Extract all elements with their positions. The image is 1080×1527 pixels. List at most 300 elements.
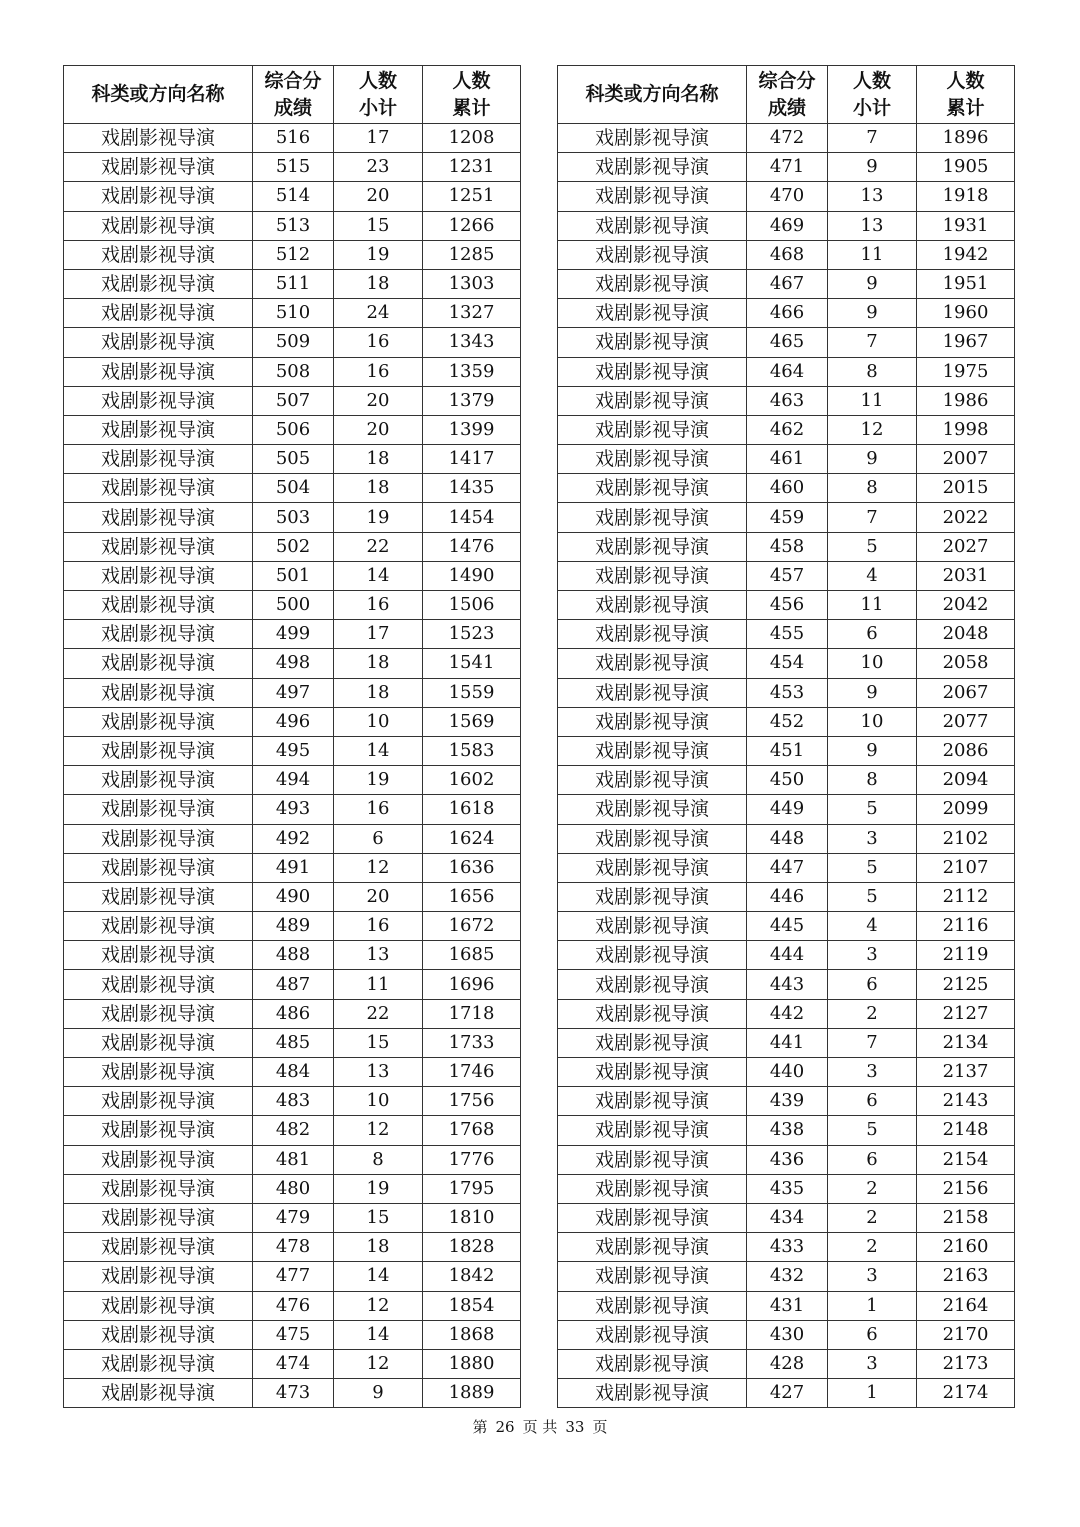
table-row xyxy=(558,1028,1015,1057)
cell-count: 6 xyxy=(334,824,423,853)
table-row xyxy=(558,299,1015,328)
cell-score: 465 xyxy=(747,328,828,357)
cell-category: 戏剧影视导演 xyxy=(558,941,747,970)
table-row xyxy=(64,882,521,911)
cell-category: 戏剧影视导演 xyxy=(64,736,253,765)
cell-category: 戏剧影视导演 xyxy=(64,532,253,561)
cell-cumulative: 2143 xyxy=(917,1087,1015,1116)
cell-score: 457 xyxy=(747,561,828,590)
cell-category: 戏剧影视导演 xyxy=(64,182,253,211)
cell-score: 442 xyxy=(747,999,828,1028)
cell-count: 2 xyxy=(828,1233,917,1262)
table-row xyxy=(64,240,521,269)
score-table-left xyxy=(63,65,521,1408)
cell-category: 戏剧影视导演 xyxy=(558,882,747,911)
cell-score: 479 xyxy=(253,1203,334,1232)
table-row xyxy=(64,824,521,853)
table-row xyxy=(64,795,521,824)
table-row xyxy=(64,853,521,882)
header-row xyxy=(64,66,521,124)
cell-count: 20 xyxy=(334,386,423,415)
cell-cumulative: 1756 xyxy=(423,1087,521,1116)
cell-score: 491 xyxy=(253,853,334,882)
footer-suffix: 页 xyxy=(592,1418,608,1436)
cell-category: 戏剧影视导演 xyxy=(558,1233,747,1262)
cell-cumulative: 1718 xyxy=(423,999,521,1028)
cell-cumulative: 2163 xyxy=(917,1262,1015,1291)
table-row xyxy=(64,269,521,298)
cell-count: 12 xyxy=(334,1349,423,1378)
table-row xyxy=(558,415,1015,444)
cell-count: 16 xyxy=(334,591,423,620)
cell-category: 戏剧影视导演 xyxy=(558,474,747,503)
cell-category: 戏剧影视导演 xyxy=(558,211,747,240)
cell-score: 487 xyxy=(253,970,334,999)
cell-count: 14 xyxy=(334,1320,423,1349)
cell-cumulative: 1602 xyxy=(423,766,521,795)
cell-score: 451 xyxy=(747,736,828,765)
cell-cumulative: 1454 xyxy=(423,503,521,532)
table-row xyxy=(64,445,521,474)
cell-score: 427 xyxy=(747,1379,828,1408)
footer-page-number: 26 xyxy=(495,1418,515,1436)
table-row xyxy=(558,1145,1015,1174)
cell-count: 5 xyxy=(828,853,917,882)
cell-cumulative: 1624 xyxy=(423,824,521,853)
table-row xyxy=(558,503,1015,532)
cell-category: 戏剧影视导演 xyxy=(558,1145,747,1174)
cell-cumulative: 2137 xyxy=(917,1058,1015,1087)
cell-category: 戏剧影视导演 xyxy=(64,649,253,678)
table-body-left xyxy=(64,124,521,1408)
cell-cumulative: 2134 xyxy=(917,1028,1015,1057)
cell-category: 戏剧影视导演 xyxy=(558,357,747,386)
cell-score: 480 xyxy=(253,1174,334,1203)
cell-cumulative: 1810 xyxy=(423,1203,521,1232)
cell-count: 20 xyxy=(334,182,423,211)
cell-count: 13 xyxy=(828,211,917,240)
table-row xyxy=(558,328,1015,357)
table-row xyxy=(558,357,1015,386)
cell-category: 戏剧影视导演 xyxy=(64,678,253,707)
cell-category: 戏剧影视导演 xyxy=(64,824,253,853)
cell-score: 490 xyxy=(253,882,334,911)
cell-count: 1 xyxy=(828,1379,917,1408)
cell-cumulative: 2094 xyxy=(917,766,1015,795)
cell-category: 戏剧影视导演 xyxy=(64,620,253,649)
cell-category: 戏剧影视导演 xyxy=(558,299,747,328)
cell-count: 23 xyxy=(334,153,423,182)
cell-cumulative: 1435 xyxy=(423,474,521,503)
table-row xyxy=(558,269,1015,298)
cell-cumulative: 1868 xyxy=(423,1320,521,1349)
cell-score: 492 xyxy=(253,824,334,853)
cell-score: 444 xyxy=(747,941,828,970)
cell-count: 10 xyxy=(828,707,917,736)
table-row xyxy=(558,153,1015,182)
table-row xyxy=(558,1087,1015,1116)
cell-cumulative: 2158 xyxy=(917,1203,1015,1232)
cell-cumulative: 2099 xyxy=(917,795,1015,824)
cell-cumulative: 1733 xyxy=(423,1028,521,1057)
cell-count: 16 xyxy=(334,795,423,824)
cell-score: 498 xyxy=(253,649,334,678)
table-row xyxy=(64,970,521,999)
cell-count: 12 xyxy=(334,853,423,882)
cell-cumulative: 1569 xyxy=(423,707,521,736)
cell-score: 495 xyxy=(253,736,334,765)
cell-score: 514 xyxy=(253,182,334,211)
cell-score: 464 xyxy=(747,357,828,386)
table-row xyxy=(558,824,1015,853)
cell-score: 512 xyxy=(253,240,334,269)
table-row xyxy=(558,1233,1015,1262)
table-row xyxy=(64,999,521,1028)
cell-cumulative: 2058 xyxy=(917,649,1015,678)
cell-score: 460 xyxy=(747,474,828,503)
cell-category: 戏剧影视导演 xyxy=(558,824,747,853)
table-row xyxy=(64,678,521,707)
cell-category: 戏剧影视导演 xyxy=(558,415,747,444)
cell-cumulative: 1776 xyxy=(423,1145,521,1174)
cell-score: 511 xyxy=(253,269,334,298)
cell-count: 3 xyxy=(828,1349,917,1378)
cell-cumulative: 2173 xyxy=(917,1349,1015,1378)
cell-score: 496 xyxy=(253,707,334,736)
cell-category: 戏剧影视导演 xyxy=(64,1087,253,1116)
cell-count: 10 xyxy=(334,1087,423,1116)
cell-category: 戏剧影视导演 xyxy=(64,999,253,1028)
cell-count: 20 xyxy=(334,415,423,444)
table-row xyxy=(558,1320,1015,1349)
cell-count: 6 xyxy=(828,1087,917,1116)
cell-count: 7 xyxy=(828,124,917,153)
cell-count: 9 xyxy=(334,1379,423,1408)
cell-count: 13 xyxy=(334,941,423,970)
cell-category: 戏剧影视导演 xyxy=(558,1087,747,1116)
cell-count: 19 xyxy=(334,503,423,532)
header-row xyxy=(558,66,1015,124)
cell-category: 戏剧影视导演 xyxy=(64,503,253,532)
cell-count: 8 xyxy=(828,357,917,386)
cell-category: 戏剧影视导演 xyxy=(64,766,253,795)
cell-category: 戏剧影视导演 xyxy=(64,1233,253,1262)
cell-count: 3 xyxy=(828,941,917,970)
header-count: 人数 小计 xyxy=(828,66,917,124)
cell-cumulative: 2027 xyxy=(917,532,1015,561)
table-row xyxy=(64,182,521,211)
cell-category: 戏剧影视导演 xyxy=(558,912,747,941)
cell-count: 16 xyxy=(334,328,423,357)
cell-category: 戏剧影视导演 xyxy=(558,503,747,532)
cell-cumulative: 2164 xyxy=(917,1291,1015,1320)
cell-category: 戏剧影视导演 xyxy=(64,240,253,269)
cell-cumulative: 1559 xyxy=(423,678,521,707)
cell-category: 戏剧影视导演 xyxy=(558,153,747,182)
cell-category: 戏剧影视导演 xyxy=(64,357,253,386)
table-row xyxy=(558,211,1015,240)
cell-category: 戏剧影视导演 xyxy=(64,912,253,941)
cell-cumulative: 2127 xyxy=(917,999,1015,1028)
cell-category: 戏剧影视导演 xyxy=(64,795,253,824)
cell-score: 474 xyxy=(253,1349,334,1378)
cell-count: 6 xyxy=(828,1320,917,1349)
cell-score: 475 xyxy=(253,1320,334,1349)
cell-count: 19 xyxy=(334,766,423,795)
cell-count: 12 xyxy=(334,1116,423,1145)
table-row xyxy=(64,386,521,415)
cell-score: 513 xyxy=(253,211,334,240)
cell-score: 435 xyxy=(747,1174,828,1203)
cell-cumulative: 1696 xyxy=(423,970,521,999)
table-row xyxy=(64,328,521,357)
cell-cumulative: 2148 xyxy=(917,1116,1015,1145)
table-row xyxy=(64,1145,521,1174)
cell-category: 戏剧影视导演 xyxy=(558,1291,747,1320)
cell-category: 戏剧影视导演 xyxy=(64,153,253,182)
cell-count: 5 xyxy=(828,795,917,824)
cell-score: 506 xyxy=(253,415,334,444)
cell-score: 485 xyxy=(253,1028,334,1057)
cell-count: 9 xyxy=(828,269,917,298)
table-row xyxy=(558,736,1015,765)
cell-count: 9 xyxy=(828,445,917,474)
table-row xyxy=(558,1116,1015,1145)
table-row xyxy=(64,620,521,649)
footer-mid: 页 共 xyxy=(522,1418,558,1436)
table-row xyxy=(64,649,521,678)
cell-cumulative: 2067 xyxy=(917,678,1015,707)
cell-score: 470 xyxy=(747,182,828,211)
cell-score: 431 xyxy=(747,1291,828,1320)
cell-cumulative: 1359 xyxy=(423,357,521,386)
cell-count: 5 xyxy=(828,532,917,561)
cell-score: 510 xyxy=(253,299,334,328)
cell-cumulative: 2174 xyxy=(917,1379,1015,1408)
table-row xyxy=(558,1349,1015,1378)
cell-score: 463 xyxy=(747,386,828,415)
table-row xyxy=(64,1262,521,1291)
cell-count: 9 xyxy=(828,678,917,707)
cell-score: 462 xyxy=(747,415,828,444)
cell-score: 458 xyxy=(747,532,828,561)
header-score: 综合分 成绩 xyxy=(253,66,334,124)
cell-count: 7 xyxy=(828,328,917,357)
table-row xyxy=(64,124,521,153)
cell-cumulative: 1303 xyxy=(423,269,521,298)
cell-count: 17 xyxy=(334,124,423,153)
cell-cumulative: 1880 xyxy=(423,1349,521,1378)
cell-score: 455 xyxy=(747,620,828,649)
cell-score: 473 xyxy=(253,1379,334,1408)
cell-category: 戏剧影视导演 xyxy=(64,1058,253,1087)
page-footer xyxy=(0,1416,1080,1437)
cell-cumulative: 1975 xyxy=(917,357,1015,386)
table-row xyxy=(64,503,521,532)
cell-category: 戏剧影视导演 xyxy=(64,561,253,590)
cell-cumulative: 1986 xyxy=(917,386,1015,415)
cell-category: 戏剧影视导演 xyxy=(64,1291,253,1320)
cell-cumulative: 1889 xyxy=(423,1379,521,1408)
table-row xyxy=(64,357,521,386)
cell-cumulative: 2022 xyxy=(917,503,1015,532)
cell-count: 24 xyxy=(334,299,423,328)
cell-cumulative: 1768 xyxy=(423,1116,521,1145)
cell-category: 戏剧影视导演 xyxy=(64,269,253,298)
cell-category: 戏剧影视导演 xyxy=(558,1320,747,1349)
cell-cumulative: 1672 xyxy=(423,912,521,941)
cell-count: 5 xyxy=(828,882,917,911)
cell-category: 戏剧影视导演 xyxy=(558,1349,747,1378)
table-row xyxy=(64,299,521,328)
cell-count: 17 xyxy=(334,620,423,649)
cell-count: 14 xyxy=(334,1262,423,1291)
cell-score: 484 xyxy=(253,1058,334,1087)
cell-score: 447 xyxy=(747,853,828,882)
cell-score: 502 xyxy=(253,532,334,561)
cell-category: 戏剧影视导演 xyxy=(558,1262,747,1291)
cell-category: 戏剧影视导演 xyxy=(64,124,253,153)
cell-count: 8 xyxy=(828,474,917,503)
cell-count: 9 xyxy=(828,299,917,328)
cell-cumulative: 2119 xyxy=(917,941,1015,970)
cell-category: 戏剧影视导演 xyxy=(64,707,253,736)
cell-category: 戏剧影视导演 xyxy=(64,1116,253,1145)
cell-count: 11 xyxy=(828,240,917,269)
cell-cumulative: 1618 xyxy=(423,795,521,824)
table-row xyxy=(558,240,1015,269)
cell-count: 18 xyxy=(334,445,423,474)
cell-category: 戏剧影视导演 xyxy=(558,591,747,620)
cell-count: 18 xyxy=(334,474,423,503)
cell-count: 14 xyxy=(334,736,423,765)
footer-prefix: 第 xyxy=(472,1418,488,1436)
header-score: 综合分 成绩 xyxy=(747,66,828,124)
cell-score: 503 xyxy=(253,503,334,532)
table-row xyxy=(64,707,521,736)
table-row xyxy=(558,474,1015,503)
cell-count: 8 xyxy=(828,766,917,795)
cell-count: 4 xyxy=(828,912,917,941)
cell-cumulative: 2031 xyxy=(917,561,1015,590)
cell-cumulative: 2042 xyxy=(917,591,1015,620)
cell-count: 4 xyxy=(828,561,917,590)
table-row xyxy=(64,1203,521,1232)
table-row xyxy=(64,415,521,444)
cell-cumulative: 1490 xyxy=(423,561,521,590)
table-row xyxy=(558,678,1015,707)
cell-count: 6 xyxy=(828,1145,917,1174)
cell-score: 428 xyxy=(747,1349,828,1378)
table-row xyxy=(64,1028,521,1057)
table-row xyxy=(558,561,1015,590)
cell-category: 戏剧影视导演 xyxy=(558,445,747,474)
cell-count: 11 xyxy=(828,591,917,620)
table-row xyxy=(64,766,521,795)
cell-cumulative: 2156 xyxy=(917,1174,1015,1203)
table-row xyxy=(558,912,1015,941)
cell-score: 436 xyxy=(747,1145,828,1174)
table-row xyxy=(64,1174,521,1203)
table-row xyxy=(558,941,1015,970)
table-row xyxy=(558,1291,1015,1320)
cell-category: 戏剧影视导演 xyxy=(64,299,253,328)
cell-cumulative: 1746 xyxy=(423,1058,521,1087)
table-row xyxy=(64,912,521,941)
cell-category: 戏剧影视导演 xyxy=(64,1320,253,1349)
cell-count: 3 xyxy=(828,1058,917,1087)
cell-cumulative: 1327 xyxy=(423,299,521,328)
table-row xyxy=(558,649,1015,678)
cell-cumulative: 1231 xyxy=(423,153,521,182)
cell-cumulative: 2154 xyxy=(917,1145,1015,1174)
table-row xyxy=(64,1349,521,1378)
cell-count: 22 xyxy=(334,999,423,1028)
cell-count: 18 xyxy=(334,649,423,678)
cell-count: 9 xyxy=(828,153,917,182)
cell-score: 507 xyxy=(253,386,334,415)
cell-count: 2 xyxy=(828,1203,917,1232)
table-row xyxy=(64,1116,521,1145)
cell-cumulative: 1795 xyxy=(423,1174,521,1203)
table-row xyxy=(64,474,521,503)
cell-cumulative: 1854 xyxy=(423,1291,521,1320)
cell-cumulative: 1685 xyxy=(423,941,521,970)
cell-category: 戏剧影视导演 xyxy=(64,415,253,444)
cell-cumulative: 1523 xyxy=(423,620,521,649)
table-body-right xyxy=(558,124,1015,1408)
cell-category: 戏剧影视导演 xyxy=(64,1145,253,1174)
cell-category: 戏剧影视导演 xyxy=(64,1203,253,1232)
cell-score: 504 xyxy=(253,474,334,503)
cell-cumulative: 1266 xyxy=(423,211,521,240)
cell-category: 戏剧影视导演 xyxy=(558,649,747,678)
table-row xyxy=(558,182,1015,211)
header-cumulative: 人数 累计 xyxy=(917,66,1015,124)
cell-score: 445 xyxy=(747,912,828,941)
cell-cumulative: 1967 xyxy=(917,328,1015,357)
cell-score: 516 xyxy=(253,124,334,153)
cell-category: 戏剧影视导演 xyxy=(558,795,747,824)
table-row xyxy=(64,1058,521,1087)
cell-count: 3 xyxy=(828,1262,917,1291)
table-row xyxy=(64,736,521,765)
table-row xyxy=(64,1291,521,1320)
cell-cumulative: 1951 xyxy=(917,269,1015,298)
cell-cumulative: 2077 xyxy=(917,707,1015,736)
header-cumulative: 人数 累计 xyxy=(423,66,521,124)
cell-count: 11 xyxy=(334,970,423,999)
cell-score: 469 xyxy=(747,211,828,240)
cell-score: 468 xyxy=(747,240,828,269)
cell-cumulative: 1998 xyxy=(917,415,1015,444)
cell-score: 461 xyxy=(747,445,828,474)
cell-category: 戏剧影视导演 xyxy=(558,1116,747,1145)
cell-cumulative: 1905 xyxy=(917,153,1015,182)
cell-score: 456 xyxy=(747,591,828,620)
table-row xyxy=(558,970,1015,999)
cell-cumulative: 1506 xyxy=(423,591,521,620)
table-row xyxy=(558,124,1015,153)
cell-score: 459 xyxy=(747,503,828,532)
cell-category: 戏剧影视导演 xyxy=(64,1028,253,1057)
cell-cumulative: 1842 xyxy=(423,1262,521,1291)
table-row xyxy=(558,1174,1015,1203)
cell-count: 11 xyxy=(828,386,917,415)
table-row xyxy=(558,1203,1015,1232)
cell-count: 9 xyxy=(828,736,917,765)
cell-category: 戏剧影视导演 xyxy=(558,766,747,795)
